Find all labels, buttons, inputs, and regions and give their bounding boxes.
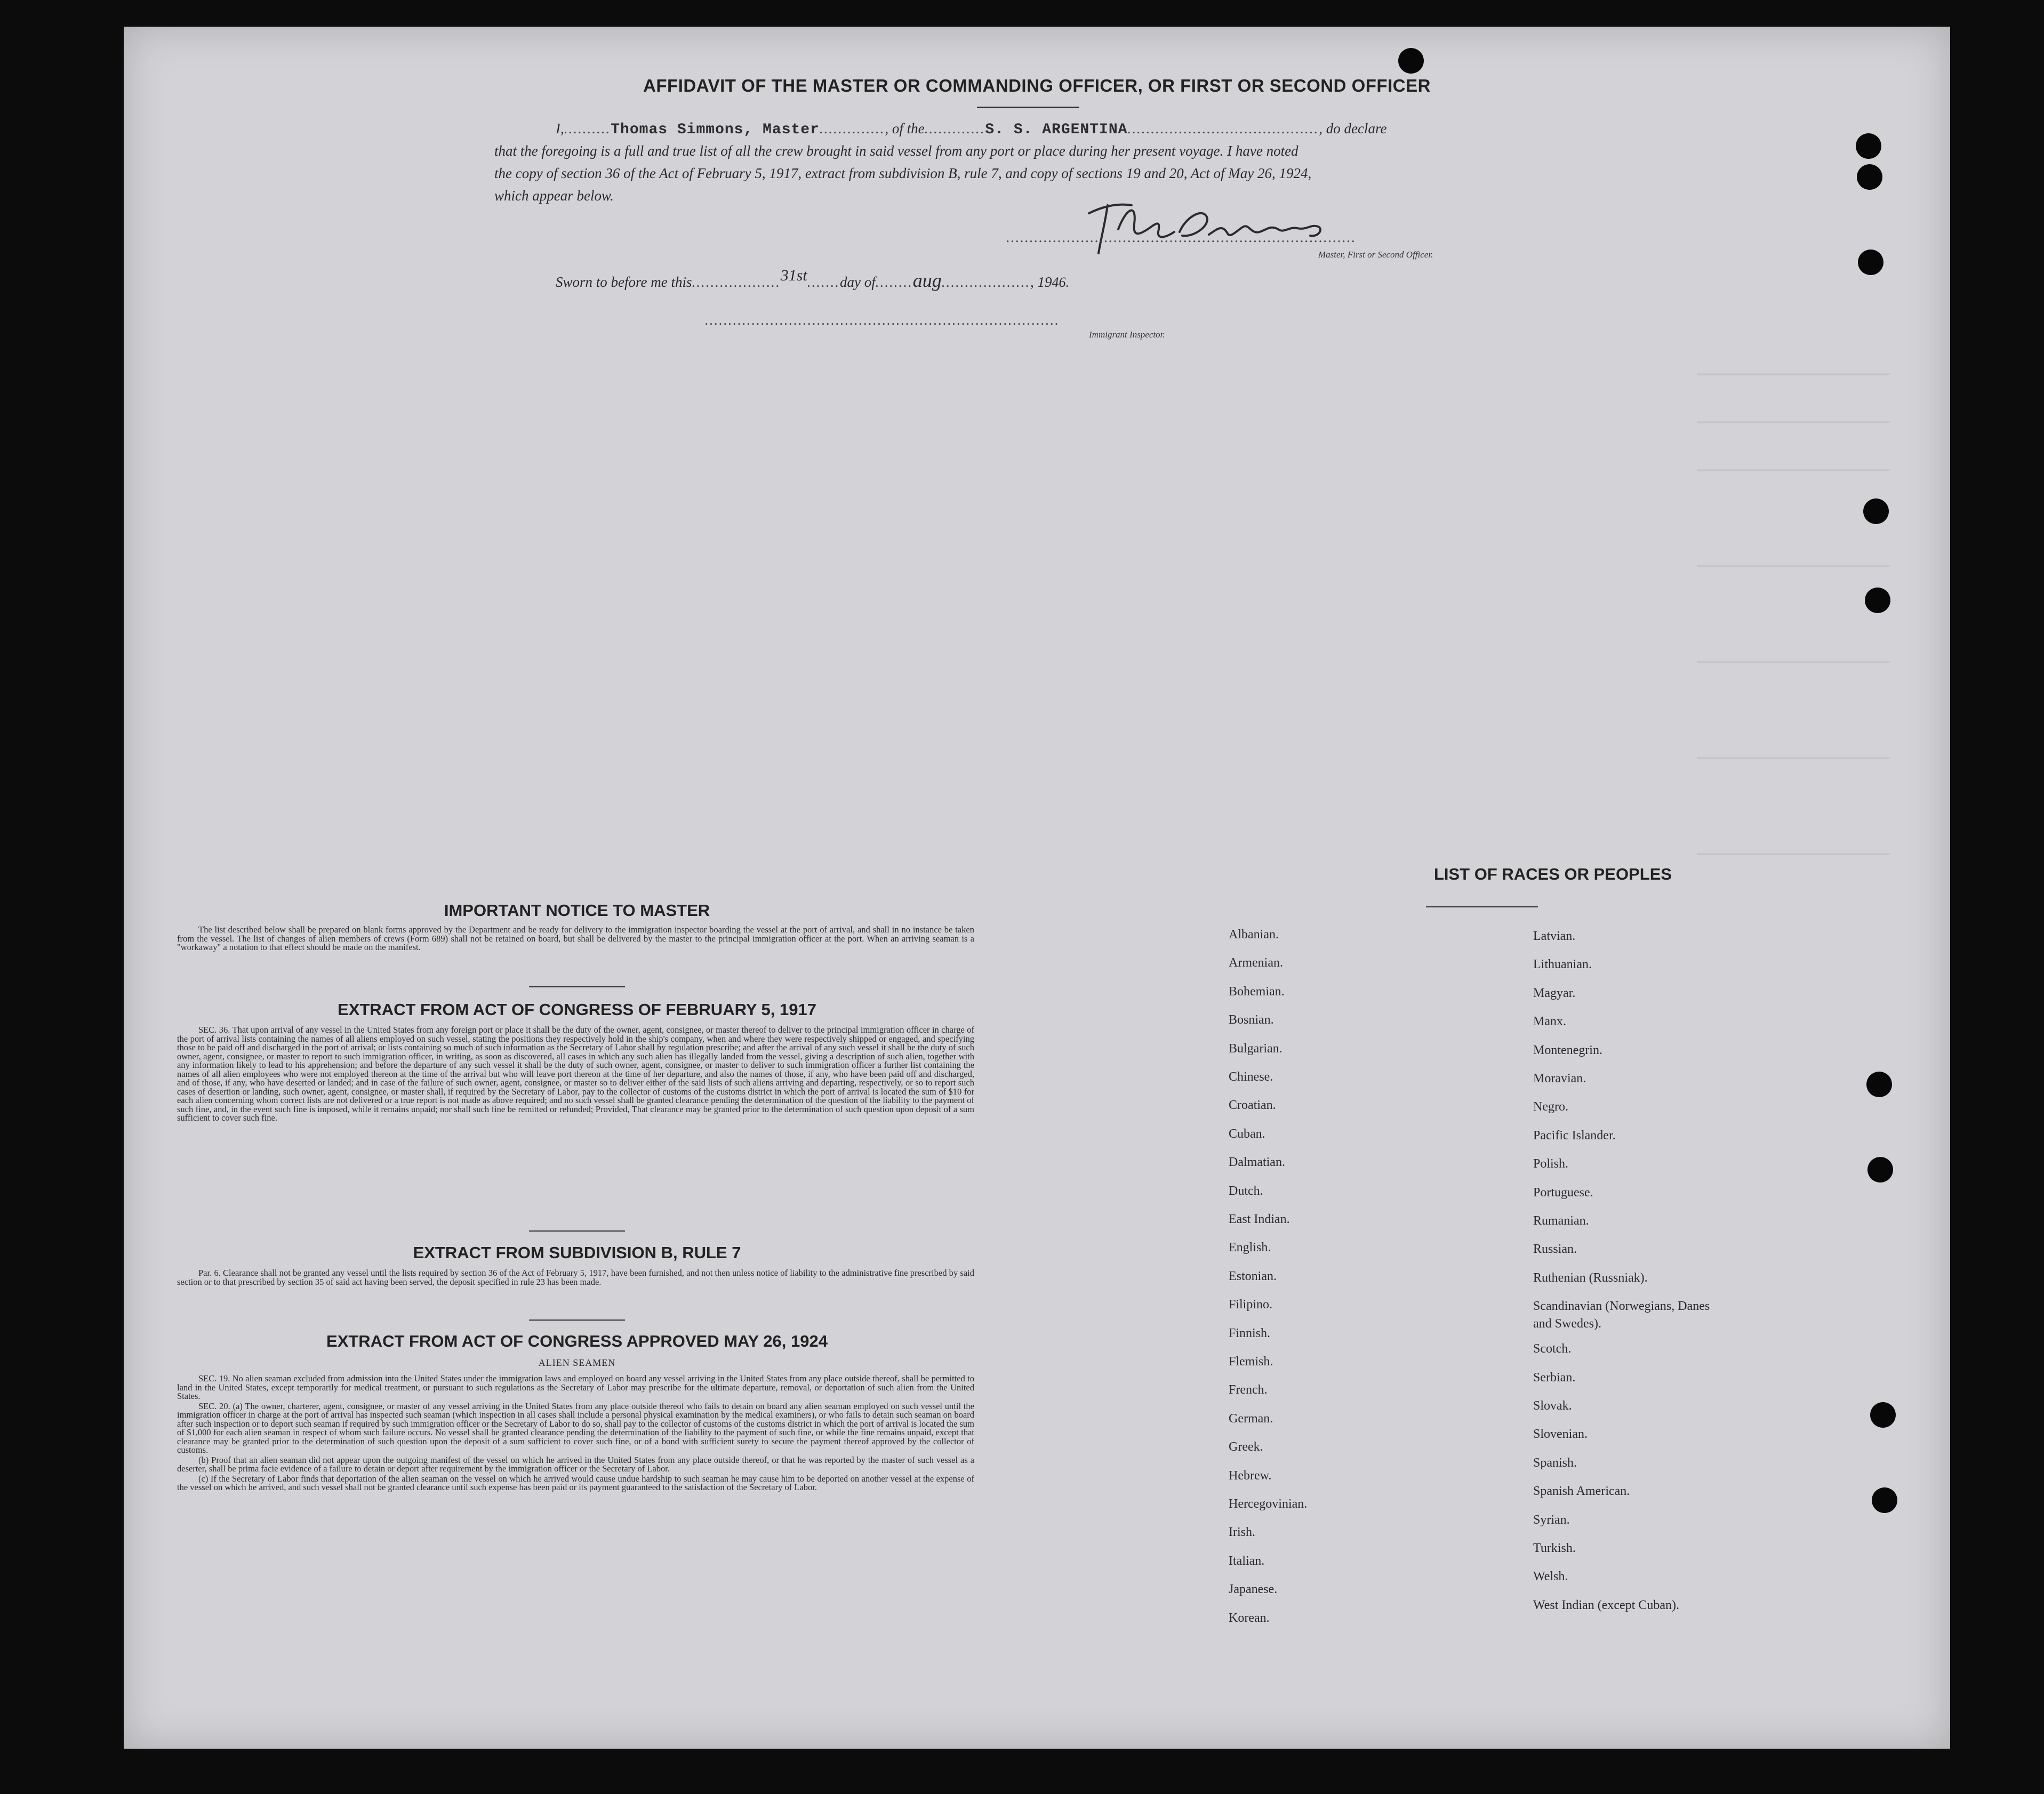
label-of-the: , of the (885, 120, 925, 136)
race-item: Flemish. (1229, 1355, 1273, 1369)
race-item: East Indian. (1229, 1212, 1290, 1226)
race-item: Chinese. (1229, 1070, 1273, 1084)
race-item: Irish. (1229, 1525, 1255, 1540)
punch-hole (1857, 164, 1882, 190)
sec20b-paragraph: (b) Proof that an alien seaman did not appear upon the outgoing manifest of the vessel on which he arrived in the United States from any place outside thereof, or that he was reported by the master of such vessel as a deserter, shall be prima facie evidence of a failure to detain or deport after requirement by the immigration officer or the Secretary of Labor. (177, 1454, 974, 1474)
race-item: Albanian. (1229, 928, 1279, 942)
races-rule (1426, 906, 1538, 907)
race-item: Filipino. (1229, 1298, 1273, 1312)
race-item: Armenian. (1229, 956, 1283, 970)
race-item: Scotch. (1533, 1342, 1572, 1356)
race-item: Lithuanian. (1533, 958, 1592, 972)
signature-caption: Master, First or Second Officer. (1318, 250, 1433, 260)
race-item: Spanish American. (1533, 1484, 1630, 1499)
extract-1924-body (177, 1374, 974, 1493)
race-item: Moravian. (1533, 1072, 1586, 1085)
punch-hole (1865, 588, 1890, 613)
punch-hole (1856, 133, 1881, 159)
affidavit-line-3: the copy of section 36 of the Act of February 5, 1917, extract from subdivision B, rule 7, and copy of sections 19 and 20, Act of May 26, 1924, (494, 165, 1312, 181)
notice-body (177, 926, 974, 953)
label-do-declare: , do declare (1319, 120, 1387, 136)
label-sworn: Sworn to before me this (556, 274, 692, 290)
race-item: Greek. (1229, 1440, 1263, 1454)
race-item: Ruthenian (Russniak). (1533, 1270, 1648, 1285)
race-item: German. (1229, 1411, 1273, 1426)
race-item: Latvian. (1533, 929, 1576, 943)
master-signature (1068, 187, 1345, 261)
sworn-day: 31st (780, 267, 807, 284)
punch-hole (1398, 48, 1424, 74)
race-item: Dutch. (1229, 1184, 1263, 1198)
sec20a-paragraph: SEC. 20. (a) The owner, charterer, agent, consignee, or master of any vessel arriving in the United States from any place outside thereof who fails to detain on board any alien seaman employed on such vessel until the immigration officer in charge at the port of arrival has inspected such seaman (which inspection in all cases shall include a personal physical examination by the medical examiners), or who fails to detain such seaman on board after such inspection or to deport such seaman if required by such immigration officer or the Secretary of Labor to do so, shall pay to the collector of customs of the customs district in which the port of arrival is located the sum of $1,000 for each alien seaman in respect of whom such failure occurs. No vessel shall be granted clearance pending the determination of the liability to the payment of such fine, or while the fine remains unpaid, except that clearance may be granted prior to the determination of such question upon the deposit of a sum sufficient to cover such fine, or of a bond with sufficient surety to secure the payment thereof approved by the collector of customs. (177, 1401, 974, 1455)
punch-hole (1870, 1402, 1896, 1428)
rule7-paragraph: Par. 6. Clearance shall not be granted any vessel until the lists required by section 36 of the Act of February 5, 1917, have been furnished, and not then unless notice of liability to the administrative fine prescribed by said section or to that prescribed by section 35 of said act having been served, the deposit specified in rule 23 has been made. (177, 1268, 974, 1287)
race-item: Portuguese. (1533, 1185, 1593, 1200)
race-item: Russian. (1533, 1242, 1577, 1257)
race-item: Cuban. (1229, 1127, 1265, 1141)
race-item: Scandinavian (Norwegians, Danes and Swedes). (1533, 1299, 1710, 1331)
race-item: Montenegrin. (1533, 1043, 1602, 1057)
race-item: Slovak. (1533, 1399, 1572, 1413)
affidavit-line-1: I,..........Thomas Simmons, Master.............., of the.............S. S. ARGENTINA........................................., do declare (556, 120, 1387, 138)
race-item: Bulgarian. (1229, 1041, 1282, 1056)
race-item: Hebrew. (1229, 1468, 1272, 1483)
master-name-field: Thomas Simmons, Master (611, 122, 820, 138)
rule7-body (177, 1269, 974, 1288)
race-item: Spanish. (1533, 1455, 1577, 1470)
inspector-line: ............................................................................ (705, 312, 1060, 328)
race-item: Korean. (1229, 1611, 1270, 1625)
sworn-year: 46 (1052, 275, 1066, 290)
notice-title: IMPORTANT NOTICE TO MASTER (444, 901, 710, 920)
signature-line: ........................................................................... (1006, 229, 1357, 245)
extract-1917-rule (529, 1230, 625, 1232)
punch-hole (1867, 1157, 1893, 1182)
race-item: Finnish. (1229, 1326, 1271, 1340)
race-item: Croatian. (1229, 1098, 1276, 1113)
punch-hole (1863, 498, 1889, 524)
label-i: I, (556, 120, 564, 136)
affidavit-line-4: which appear below. (494, 188, 614, 204)
race-item: Polish. (1533, 1157, 1569, 1171)
race-item: English. (1229, 1241, 1271, 1255)
notice-rule (529, 986, 625, 987)
race-item: French. (1229, 1383, 1268, 1397)
vessel-name-field: S. S. ARGENTINA (985, 122, 1128, 138)
extract-1917-paragraph: SEC. 36. That upon arrival of any vessel in the United States from any foreign port or place it shall be the duty of the owner, agent, consignee, or master thereof to deliver to the principal immigration officer in charge of the port of arrival lists containing the names of all aliens employed on such vessel, stating the positions they respectively hold in the ship's company, when and where they were respectively shipped or engaged, and specifying those to be paid off and discharged in the port of arrival; or lists containing so much of such information as the Secretary of Labor shall by regulation prescribe; and after the arrival of any such vessel it shall be the duty of such owner, agent, consignee, or master to report to such immigration officer, in writing, as soon as discovered, all cases in which any such alien has illegally landed from the vessel, giving a description of such alien, together with any information likely to lead to his apprehension; and before the departure of any such vessel it shall be the duty of such owner, agent, consignee, or master to deliver to such immigration officer a further list containing the names of all alien employees who were not employed thereon at the time of the arrival but who will leave port thereon at the time of her departure, and also the names of those, if any, who have been paid off and discharged, and of those, if any, who have deserted or landed; and in case of the failure of such owner, agent, consignee, or master so to deliver either of the said lists of such aliens arriving and departing, respectively, or so to report such cases of desertion or landing, such owner, agent, consignee, or master shall, if required by the Secretary of Labor, pay to the collector of customs of the customs district in which the port of arrival is located the sum of $10 for each alien concerning whom correct lists are not delivered or a true report is not made as above required; and no such vessel shall be granted clearance pending the determination of the question of the liability to the payment of such fine, and, in the event such fine is imposed, while it remains unpaid; nor shall such fine be remitted or refunded; Provided, That clearance may be granted prior to the determination of such question upon deposit of a sum sufficient to cover such fine. (177, 1025, 974, 1123)
label-year-prefix: , 19 (1030, 274, 1052, 290)
race-item: Negro. (1533, 1100, 1568, 1114)
race-item: Estonian. (1229, 1269, 1277, 1283)
affidavit-line-2: that the foregoing is a full and true list of all the crew brought in said vessel from any port or place during her present voyage. I have noted (494, 143, 1298, 159)
race-item: Turkish. (1533, 1541, 1576, 1555)
races-title: LIST OF RACES OR PEOPLES (1433, 865, 1672, 883)
sworn-line: Sworn to before me this...................31st.......day of........aug..................., 1946. (556, 267, 1071, 291)
extract-1917-body (177, 1026, 974, 1124)
race-item: Dalmatian. (1229, 1155, 1285, 1170)
sworn-month: aug (912, 270, 942, 291)
label-day-of: day of (840, 274, 876, 290)
alien-seamen-subtitle: ALIEN SEAMEN (538, 1357, 616, 1368)
race-item: Pacific Islander. (1533, 1128, 1616, 1143)
race-item: West Indian (except Cuban). (1533, 1598, 1679, 1612)
race-item: Japanese. (1229, 1582, 1278, 1597)
race-item: Italian. (1229, 1554, 1265, 1568)
rule7-title: EXTRACT FROM SUBDIVISION B, RULE 7 (413, 1243, 741, 1262)
sec19-paragraph: SEC. 19. No alien seaman excluded from admission into the United States under the immigration laws and employed on board any vessel arriving in the United States from any place outside thereof, shall be permitted to land in the United States, except temporarily for medical treatment, or pursuant to such regulations as the Secretary of Labor may prescribe for the ultimate departure, removal, or deportation of such alien from the United States. (177, 1373, 974, 1401)
race-item: Hercegovinian. (1229, 1497, 1308, 1511)
document-page: ━━━━━━━━━━━━━━━━━━━━━━━━━━━━━━ ━━━━━━━━━━━━━━━━━━━━━━━━━━━━━━ ━━━━━━━━━━━━━━━━━━━━━━━━━━━━━━ ━━━━━━━━━━━━━━━━━━━━━━━━━━━━━━ ━━━━━━━━━━━━━━━━━━━━━━━━━━━━━━ ━━━━━━━━━━━━━━━━━━━━━━━━━━━━━━ ━━━━━━━━━━━━━━━━━━━━━━━━━━━━━━ AFFIDAVIT OF THE MASTER OR COMMANDING OFFICER, OR FIRST OR SECOND OFFICER I,..........Thomas Simmons, Master.............., of the.............S. S. ARGENTINA........................................., do declare that the foregoing is a full and true list of all the crew brought in said vessel from any port or place during her present voyage. I have noted the copy of section 36 of the Act of February 5, 1917, extract from subdivision B, rule 7, and copy of sections 19 and 20, Act of May 26, 1924, which appear below. ........................................................................... Master, First or Second Officer. Sworn to before me this...................31st.......day of........aug..................., 1946. ............................................................................ Immigrant Inspector. IMPORTANT NOTICE TO MASTER The list described below shall be prepared on blank forms approved by the Department and be ready for delivery to the immigration inspector boarding the vessel at the port of arrival, and shall in no instance be taken from the vessel. The list of changes of alien members of crews (Form 689) shall not be retained on board, but shall be delivered by the master to the principal immigration officer at the port. When an arriving seaman is a "workaway" a notation to that effect should be made on the manifest. EXTRACT FROM ACT OF CONGRESS OF FEBRUARY 5, 1917 SEC. 36. That upon arrival of any vessel in the United States from any foreign port or place it shall be the duty of the owner, agent, consignee, or master thereof to deliver to the principal immigration officer in charge of the port of arrival lists containing the names of all aliens employed on such vessel, stating the positions they respectively hold in the ship's company, when and where they were respectively shipped or engaged, and specifying those to be paid off and discharged in the port of arrival; or lists containing so much of such information as the Secretary of Labor shall by regulation prescribe; and after the arrival of any such vessel it shall be the duty of such owner, agent, consignee, or master to report to such immigration officer, in writing, as soon as discovered, all cases in which any such alien has illegally landed from the vessel, giving a description of such alien, together with any information likely to lead to his apprehension; and before the departure of any such vessel it shall be the duty of such owner, agent, consignee, or master to deliver to such immigration officer a further list containing the names of all alien employees who were not employed thereon at the time of the arrival but who will leave port thereon at the time of her departure, and also the names of those, if any, who have been paid off and discharged, and of those, if any, who have deserted or landed; and in case of the failure of such owner, agent, consignee, or master so to deliver either of the said lists of such aliens arriving and departing, respectively, or so to report such cases of desertion or landing, such owner, agent, consignee, or master shall, if required by the Secretary of Labor, pay to the collector of customs of the customs district in which the port of arrival is located the sum of $10 for each alien concerning whom correct lists are not delivered or a true report is not made as above required; and no such vessel shall be granted clearance pending the determination of the question of the liability to the payment of such fine, and, in the event such fine is imposed, while it remains unpaid; nor shall such fine be remitted or refunded; Provided, That clearance may be granted prior to the determination of such question upon deposit of a sum sufficient to cover such fine. EXTRACT FROM SUBDIVISION B, RULE 7 Par. 6. Clearance shall not be granted any vessel until the lists required by section 36 of the Act of February 5, 1917, have been furnished, and not then unless notice of liability to the administrative fine prescribed by said section or to that prescribed by section 35 of said act having been served, the deposit specified in rule 23 has been made. EXTRACT FROM ACT OF CONGRESS APPROVED MAY 26, 1924 ALIEN SEAMEN SEC. 19. No alien seaman excluded from admission into the United States under the immigration laws and employed on board any vessel arriving in the United States from any place outside thereof, shall be permitted to land in the United States, except temporarily for medical treatment, or pursuant to such regulations as the Secretary of Labor may prescribe for the ultimate departure, removal, or deportation of such alien from the United States. SEC. 20. (a) The owner, charterer, agent, consignee, or master of any vessel arriving in the United States from any place outside thereof who fails to detain on board any alien seaman employed on such vessel until the immigration officer in charge at the port of arrival has inspected such seaman (which inspection in all cases shall include a personal physical examination by the medical examiners), or who fails to detain such seaman on board after such inspection or to deport such seaman if required by such immigration officer or the Secretary of Labor to do so, shall pay to the collector of customs of the customs district in which the port of arrival is located the sum of $1,000 for each alien seaman in respect of whom such failure occurs. No vessel shall be granted clearance pending the determination of the liability to the payment of such fine, or while the fine remains unpaid, except that clearance may be granted prior to the determination of such question upon the deposit of a sum sufficient to cover such fine, or of a bond with sufficient surety to secure the payment thereof approved by the collector of customs. (b) Proof that an alien seaman did not appear upon the outgoing manifest of the vessel on which he arrived in the United States from any place outside thereof, or that he was reported by the master of such vessel as a deserter, shall be prima facie evidence of a failure to detain or deport after requirement by the immigration officer or the Secretary of Labor. (c) If the Secretary of Labor finds that deportation of the alien seaman on the vessel on which he arrived would cause undue hardship to such seaman he may cause him to be deported on another vessel at the expense of the vessel on which he arrived, and such vessel shall not be granted clearance until such expense has been paid or its payment guaranteed to the satisfaction of the Secretary of Labor. LIST OF RACES OR PEOPLES Albanian. Armenian. Bohemian. Bosnian. Bulgarian. Chinese. Croatian. Cuban. Dalmatian. Dutch. East Indian. English. Estonian. Filipino. Finnish. Flemish. French. German. Greek. Hebrew. Hercegovinian. Irish. Italian. Japanese. Korean. Latvian. Lithuanian. Magyar. Manx. Montenegrin. Moravian. Negro. Pacific Islander. Polish. Portuguese. Rumanian. Russian. Ruthenian (Russniak). Scandinavian (Norwegians, Danes and Swedes). Scotch. Serbian. Slovak. Slovenian. Spanish. Spanish American. Syrian. Turkish. Welsh. West Indian (except Cuban). (124, 27, 1950, 1749)
notice-paragraph: The list described below shall be prepared on blank forms approved by the Department and be ready for delivery to the immigration inspector boarding the vessel at the port of arrival, and shall in no instance be taken from the vessel. The list of changes of alien members of crews (Form 689) shall not be retained on board, but shall be delivered by the master to the principal immigration officer at the port. When an arriving seaman is a "workaway" a notation to that effect should be made on the manifest. (177, 924, 974, 952)
extract-1924-title: EXTRACT FROM ACT OF CONGRESS APPROVED MAY 26, 1924 (326, 1332, 828, 1350)
race-item: Slovenian. (1533, 1427, 1588, 1442)
race-item: Manx. (1533, 1015, 1566, 1029)
race-item: Syrian. (1533, 1513, 1570, 1527)
race-item: Bohemian. (1229, 984, 1285, 999)
punch-hole (1858, 250, 1883, 275)
race-item: Serbian. (1533, 1370, 1576, 1385)
extract-1917-title: EXTRACT FROM ACT OF CONGRESS OF FEBRUARY 5, 1917 (338, 1000, 816, 1019)
punch-hole (1872, 1487, 1897, 1513)
affidavit-title: AFFIDAVIT OF THE MASTER OR COMMANDING OFFICER, OR FIRST OR SECOND OFFICER (643, 76, 1431, 95)
race-item: Magyar. (1533, 986, 1576, 1000)
sec20c-paragraph: (c) If the Secretary of Labor finds that deportation of the alien seaman on the vessel on which he arrived would cause undue hardship to such seaman he may cause him to be deported on another vessel at the expense of the vessel on which he arrived, and such vessel shall not be granted clearance until such expense has been paid or its payment guaranteed to the satisfaction of the Secretary of Labor. (177, 1473, 974, 1492)
race-item: Bosnian. (1229, 1013, 1274, 1027)
title-rule (977, 107, 1079, 108)
inspector-caption: Immigrant Inspector. (1089, 329, 1165, 340)
race-item: Welsh. (1533, 1570, 1568, 1584)
punch-hole (1866, 1072, 1892, 1097)
race-item: Rumanian. (1533, 1214, 1589, 1228)
rule7-rule (529, 1320, 625, 1321)
